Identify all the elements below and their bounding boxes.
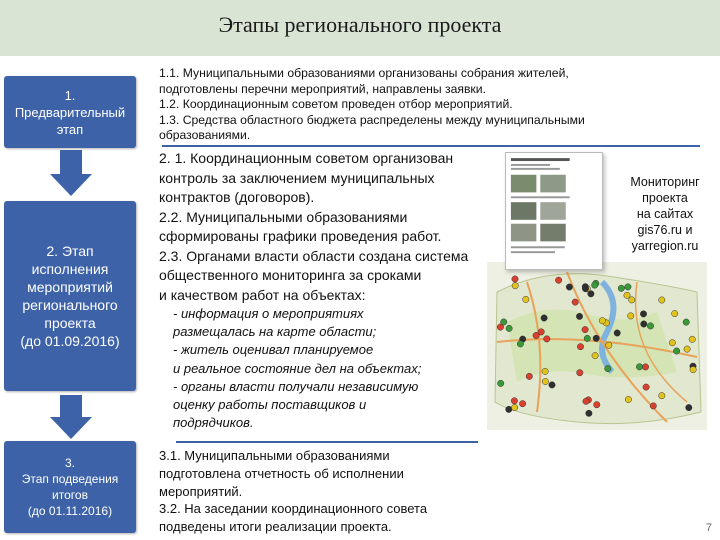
map-marker bbox=[686, 404, 692, 410]
text-line: 3.1. Муниципальными образованиями bbox=[159, 448, 390, 463]
text-line: подготовлена отчетность об исполнении bbox=[159, 465, 404, 481]
text-line: 2. 1. Координационным советом организован bbox=[159, 150, 454, 166]
map-marker bbox=[606, 342, 612, 348]
map-marker bbox=[614, 330, 620, 336]
map-marker bbox=[690, 366, 696, 372]
text-line: и качеством работ на объектах: bbox=[159, 286, 366, 303]
map-marker bbox=[542, 378, 548, 384]
map-marker bbox=[629, 297, 635, 303]
map-marker bbox=[625, 284, 631, 290]
text-line: 1.1. Муниципальными образованиями организованы собрания жителей, bbox=[159, 66, 569, 80]
map-marker bbox=[511, 404, 517, 410]
map-marker bbox=[577, 370, 583, 376]
monitoring-list bbox=[159, 305, 499, 432]
monitor-line: на сайтах bbox=[636, 207, 694, 221]
monitor-line: проекта bbox=[642, 191, 688, 205]
list-item: - органы власти получали независимую bbox=[173, 378, 419, 394]
down-arrow-icon bbox=[50, 150, 92, 196]
map-marker bbox=[659, 297, 665, 303]
map-marker bbox=[594, 402, 600, 408]
text-line: 3.2. На заседании координационного совета bbox=[159, 501, 428, 517]
text-line: образованиями. bbox=[159, 128, 251, 142]
map-marker bbox=[526, 373, 532, 379]
divider bbox=[162, 145, 700, 147]
report-screenshot-image bbox=[505, 152, 603, 270]
map-marker bbox=[555, 277, 561, 283]
page-number: 7 bbox=[705, 522, 712, 534]
map-marker bbox=[592, 282, 598, 288]
regional-map-image bbox=[487, 262, 707, 430]
text-line: контроль за заключением муниципальных bbox=[159, 169, 435, 186]
map-marker bbox=[669, 340, 675, 346]
page-title: Этапы регионального проекта bbox=[218, 12, 502, 37]
list-item: оценку работы поставщиков и bbox=[173, 397, 367, 413]
map-marker bbox=[599, 318, 605, 324]
text-line: контрактов (договоров). bbox=[159, 189, 315, 205]
map-marker bbox=[572, 299, 578, 305]
map-marker bbox=[592, 352, 598, 358]
text-line: 2.3. Органами власти области создана система bbox=[159, 247, 469, 264]
list-item: - информация о мероприятиях bbox=[173, 306, 364, 321]
map-marker bbox=[689, 336, 695, 342]
map-marker bbox=[517, 341, 523, 347]
map-marker bbox=[684, 346, 690, 352]
map-marker bbox=[497, 324, 503, 330]
map-marker bbox=[618, 285, 624, 291]
list-item: размещалась на карте области; bbox=[173, 324, 377, 340]
map-marker bbox=[511, 398, 517, 404]
text-line: 2.2. Муниципальными образованиями bbox=[159, 208, 408, 225]
stage-3-line: (до 01.11.2016) bbox=[27, 504, 113, 518]
text-line: 1.2. Координационным советом проведен отбор мероприятий. bbox=[159, 97, 513, 111]
stage-3-description bbox=[159, 447, 489, 536]
map-marker bbox=[640, 311, 646, 317]
text-line: сформированы графики проведения работ. bbox=[159, 228, 442, 244]
stage-3-box bbox=[4, 441, 136, 533]
stage-3-line: Этап подведения bbox=[21, 472, 119, 486]
monitor-line: Мониторинг bbox=[630, 175, 700, 189]
stage-2-line: регионального bbox=[22, 297, 118, 313]
map-marker bbox=[512, 276, 518, 282]
map-marker bbox=[512, 283, 518, 289]
map-marker bbox=[672, 310, 678, 316]
map-marker bbox=[673, 348, 679, 354]
list-item: - житель оценивал планируемое bbox=[173, 342, 374, 358]
map-marker bbox=[523, 296, 529, 302]
map-marker bbox=[542, 368, 548, 374]
map-marker bbox=[584, 335, 590, 341]
map-marker bbox=[549, 382, 555, 388]
map-marker bbox=[683, 319, 689, 325]
map-marker bbox=[641, 321, 647, 327]
map-marker bbox=[642, 364, 648, 370]
text-line: общественного мониторинга за сроками bbox=[159, 267, 422, 283]
map-marker bbox=[538, 329, 544, 335]
map-marker bbox=[647, 323, 653, 329]
list-item: подрядчиков. bbox=[173, 415, 254, 431]
map-marker bbox=[659, 393, 665, 399]
stage-2-line: исполнения bbox=[31, 261, 109, 277]
stage-1-line: 1. bbox=[64, 87, 76, 103]
map-marker bbox=[586, 410, 592, 416]
map-marker bbox=[593, 335, 599, 341]
stage-2-line: мероприятий bbox=[27, 279, 113, 295]
map-marker bbox=[506, 325, 512, 331]
stage-3-line: 3. bbox=[64, 456, 75, 470]
monitor-line: gis76.ru и bbox=[637, 223, 693, 237]
stage-2-box bbox=[4, 201, 136, 391]
stage-2-line: проекта bbox=[44, 315, 96, 331]
text-line: мероприятий. bbox=[159, 483, 243, 499]
map-marker bbox=[519, 401, 525, 407]
stage-2-line: (до 01.09.2016) bbox=[20, 333, 120, 349]
map-marker bbox=[498, 380, 504, 386]
map-marker bbox=[506, 406, 512, 412]
stage-1-line: Предварительный bbox=[14, 104, 126, 120]
stage-2-line: 2. Этап bbox=[46, 243, 94, 259]
map-marker bbox=[588, 291, 594, 297]
list-item: и реальное состояние дел на объектах; bbox=[173, 360, 422, 376]
map-marker bbox=[582, 284, 588, 290]
down-arrow-icon bbox=[50, 395, 92, 439]
text-line: подготовлены перечни мероприятий, направлены заявки. bbox=[159, 81, 486, 96]
stage-2-description bbox=[159, 149, 499, 432]
map-marker bbox=[576, 313, 582, 319]
divider bbox=[176, 441, 478, 443]
text-line: подведены итоги реализации проекта. bbox=[159, 519, 392, 535]
map-marker bbox=[650, 403, 656, 409]
stage-3-line: итогов bbox=[52, 488, 88, 502]
monitor-line: yarregion.ru bbox=[631, 239, 699, 253]
map-marker bbox=[566, 284, 572, 290]
stage-1-line: этап bbox=[56, 121, 84, 137]
map-marker bbox=[628, 313, 634, 319]
map-marker bbox=[643, 384, 649, 390]
map-marker bbox=[577, 344, 583, 350]
map-marker bbox=[541, 315, 547, 321]
text-line: 1.3. Средства областного бюджета распределены между муниципальными bbox=[159, 112, 585, 127]
map-marker bbox=[605, 365, 611, 371]
map-marker bbox=[582, 326, 588, 332]
map-marker bbox=[625, 396, 631, 402]
map-marker bbox=[636, 364, 642, 370]
map-marker bbox=[583, 398, 589, 404]
stage-1-box bbox=[4, 76, 136, 148]
map-marker bbox=[544, 336, 550, 342]
monitoring-label bbox=[610, 174, 720, 254]
stage-1-description bbox=[159, 66, 704, 144]
